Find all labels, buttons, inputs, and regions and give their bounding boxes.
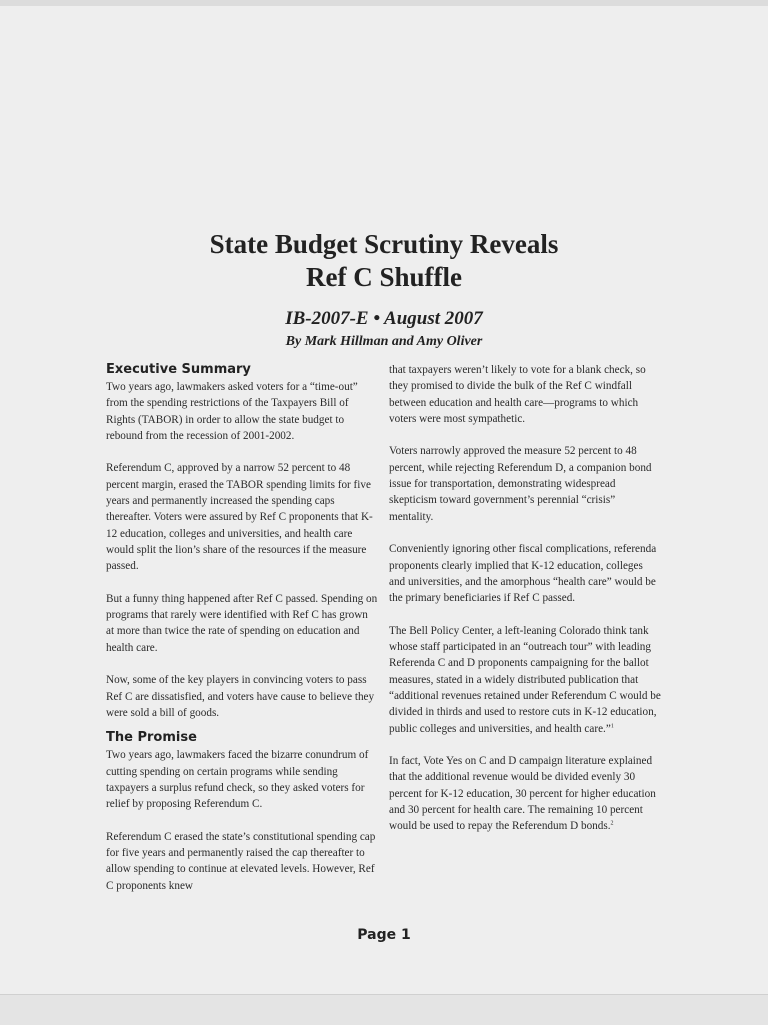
paragraph: Conveniently ignoring other fiscal complications, referenda proponents clearly implied that K-12 education, colleges and universities, and the amorphous “health care” would be the primary beneficiaries if Ref C passed. xyxy=(389,543,657,605)
page-number: Page 1 xyxy=(357,927,411,943)
paragraph: Voters narrowly approved the measure 52 percent to 48 percent, while rejecting Referendum D, a companion bond issue for transportation, demonstrating widespread skepticism toward government’s perennial “crisis” mentality. xyxy=(389,445,652,523)
paragraph-text: In fact, Vote Yes on C and D campaign literature explained that the additional revenue would be divided evenly 30 percent for K-12 education, 30 percent for higher education and 30 percent for health care. The remaining 10 percent would be used to repay the Referendum D bonds. xyxy=(389,755,656,833)
issue-number: IB-2007-E • August 2007 xyxy=(285,308,483,329)
paragraph-text: The Bell Policy Center, a left-leaning Colorado think tank whose staff participated in an “outreach tour” with leading Referenda C and D proponents campaigning for the ballot measures, stated in a widely distributed publication that “additional revenues retained under Referendum C would be divided in thirds and used to restore cuts in K-12 education, public colleges and universities, and health care.” xyxy=(389,624,661,735)
executive-summary-heading: Executive Summary xyxy=(106,362,251,377)
footnote-marker: 2 xyxy=(610,820,614,827)
document-title-line-2: Ref C Shuffle xyxy=(306,262,462,292)
paragraph: Two years ago, lawmakers faced the bizarre conundrum of cutting spending on certain programs while sending taxpayers a surplus refund check, so they asked voters for relief by proposing Referendum C. xyxy=(106,749,369,811)
paragraph: Referendum C, approved by a narrow 52 percent to 48 percent margin, erased the TABOR spending limits for five years and permanently increased the spending caps thereafter. Voters were assured by Ref C proponents that K-12 education, colleges and universities, and health care would split the lion’s share of the resources if the measure passed. xyxy=(106,462,373,573)
the-promise-heading: The Promise xyxy=(106,730,197,746)
right-column xyxy=(389,362,661,851)
document-title-line-1: State Budget Scrutiny Reveals xyxy=(209,229,559,259)
scan-edge-bottom xyxy=(0,994,768,1025)
paragraph: that taxpayers weren’t likely to vote for a blank check, so they promised to divide the bulk of the Ref C windfall between education and health care—programs to which voters were most sympathetic. xyxy=(389,364,646,425)
paragraph: Now, some of the key players in convincing voters to pass Ref C are dissatisfied, and voters have cause to believe they were sold a bill of goods. xyxy=(106,674,375,719)
left-column xyxy=(106,362,378,910)
paragraph xyxy=(389,753,661,834)
paragraph: Two years ago, lawmakers asked voters for a “time-out” from the spending restrictions of the Taxpayers Bill of Rights (TABOR) in order to allow the state budget to rebound from the recession of 2001-2002. xyxy=(106,381,358,442)
paragraph: Referendum C erased the state’s constitutional spending cap for five years and permanently raised the cap thereafter to allow spending to continue at elevated levels. However, Ref C proponents knew xyxy=(106,830,376,892)
footnote-marker: 1 xyxy=(610,722,614,729)
paragraph: But a funny thing happened after Ref C passed. Spending on programs that rarely were identified with Ref C has grown at more than twice the rate of spending on education and health care. xyxy=(106,592,378,654)
paragraph xyxy=(389,623,661,737)
byline: By Mark Hillman and Amy Oliver xyxy=(285,334,483,349)
